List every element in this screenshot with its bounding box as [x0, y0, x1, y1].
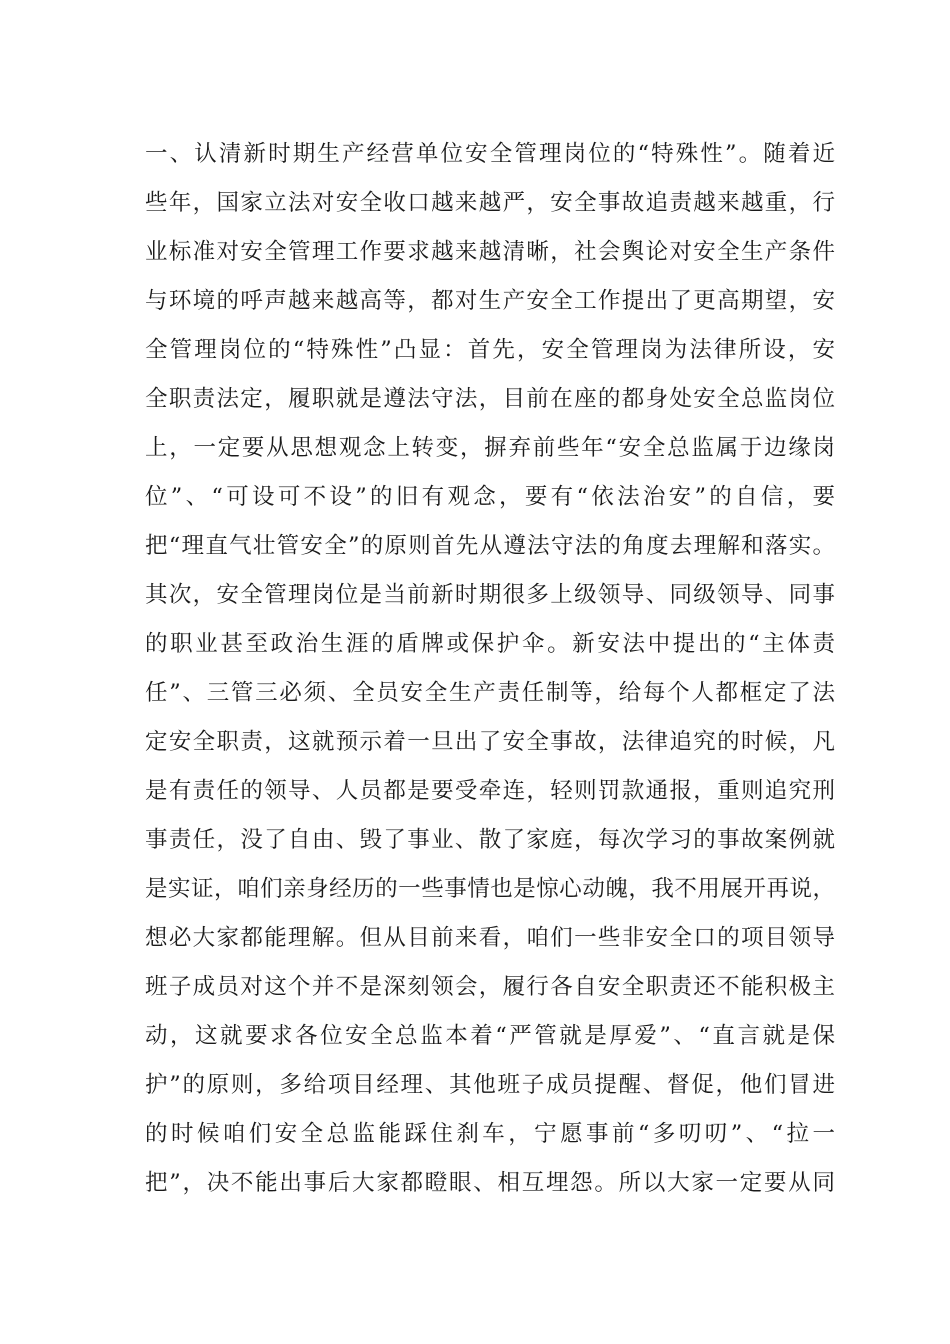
paragraph-line: 想必大家都能理解。但从目前来看，咱们一些非安全口的项目领导	[145, 925, 835, 951]
body-paragraph	[145, 130, 835, 1208]
paragraph-line: 的职业甚至政治生涯的盾牌或保护伞。新安法中提出的“主体责	[145, 631, 835, 657]
paragraph-line: 业标准对安全管理工作要求越来越清晰，社会舆论对安全生产条件	[145, 239, 835, 265]
paragraph-line: 的时候咱们安全总监能踩住刹车，宁愿事前“多叨叨”、“拉一	[145, 1121, 835, 1147]
paragraph-line: 位”、“可设可不设”的旧有观念，要有“依法治安”的自信，要	[145, 484, 835, 510]
paragraph-line: 是实证，咱们亲身经历的一些事情也是惊心动魄，我不用展开再说，	[145, 876, 835, 902]
paragraph-line: 其次，安全管理岗位是当前新时期很多上级领导、同级领导、同事	[145, 582, 835, 608]
paragraph-line: 动，这就要求各位安全总监本着“严管就是厚爱”、“直言就是保	[145, 1023, 835, 1049]
paragraph-line: 把“理直气壮管安全”的原则首先从遵法守法的角度去理解和落实。	[145, 533, 835, 559]
paragraph-line: 全职责法定，履职就是遵法守法，目前在座的都身处安全总监岗位	[145, 386, 835, 412]
paragraph-line: 事责任，没了自由、毁了事业、散了家庭，每次学习的事故案例就	[145, 827, 835, 853]
paragraph-line: 班子成员对这个并不是深刻领会，履行各自安全职责还不能积极主	[145, 974, 835, 1000]
paragraph-line: 把”，决不能出事后大家都瞪眼、相互埋怨。所以大家一定要从同	[145, 1170, 835, 1196]
paragraph-line: 全管理岗位的“特殊性”凸显：首先，安全管理岗为法律所设，安	[145, 337, 835, 363]
paragraph-line: 护”的原则，多给项目经理、其他班子成员提醒、督促，他们冒进	[145, 1072, 835, 1098]
paragraph-line: 一、认清新时期生产经营单位安全管理岗位的“特殊性”。随着近	[145, 141, 835, 167]
paragraph-line: 上，一定要从思想观念上转变，摒弃前些年“安全总监属于边缘岗	[145, 435, 835, 461]
paragraph-line: 任”、三管三必须、全员安全生产责任制等，给每个人都框定了法	[145, 680, 835, 706]
paragraph-line: 些年，国家立法对安全收口越来越严，安全事故追责越来越重，行	[145, 190, 835, 216]
paragraph-line: 是有责任的领导、人员都是要受牵连，轻则罚款通报，重则追究刑	[145, 778, 835, 804]
paragraph-line: 与环境的呼声越来越高等，都对生产安全工作提出了更高期望，安	[145, 288, 835, 314]
paragraph-line: 定安全职责，这就预示着一旦出了安全事故，法律追究的时候，凡	[145, 729, 835, 755]
